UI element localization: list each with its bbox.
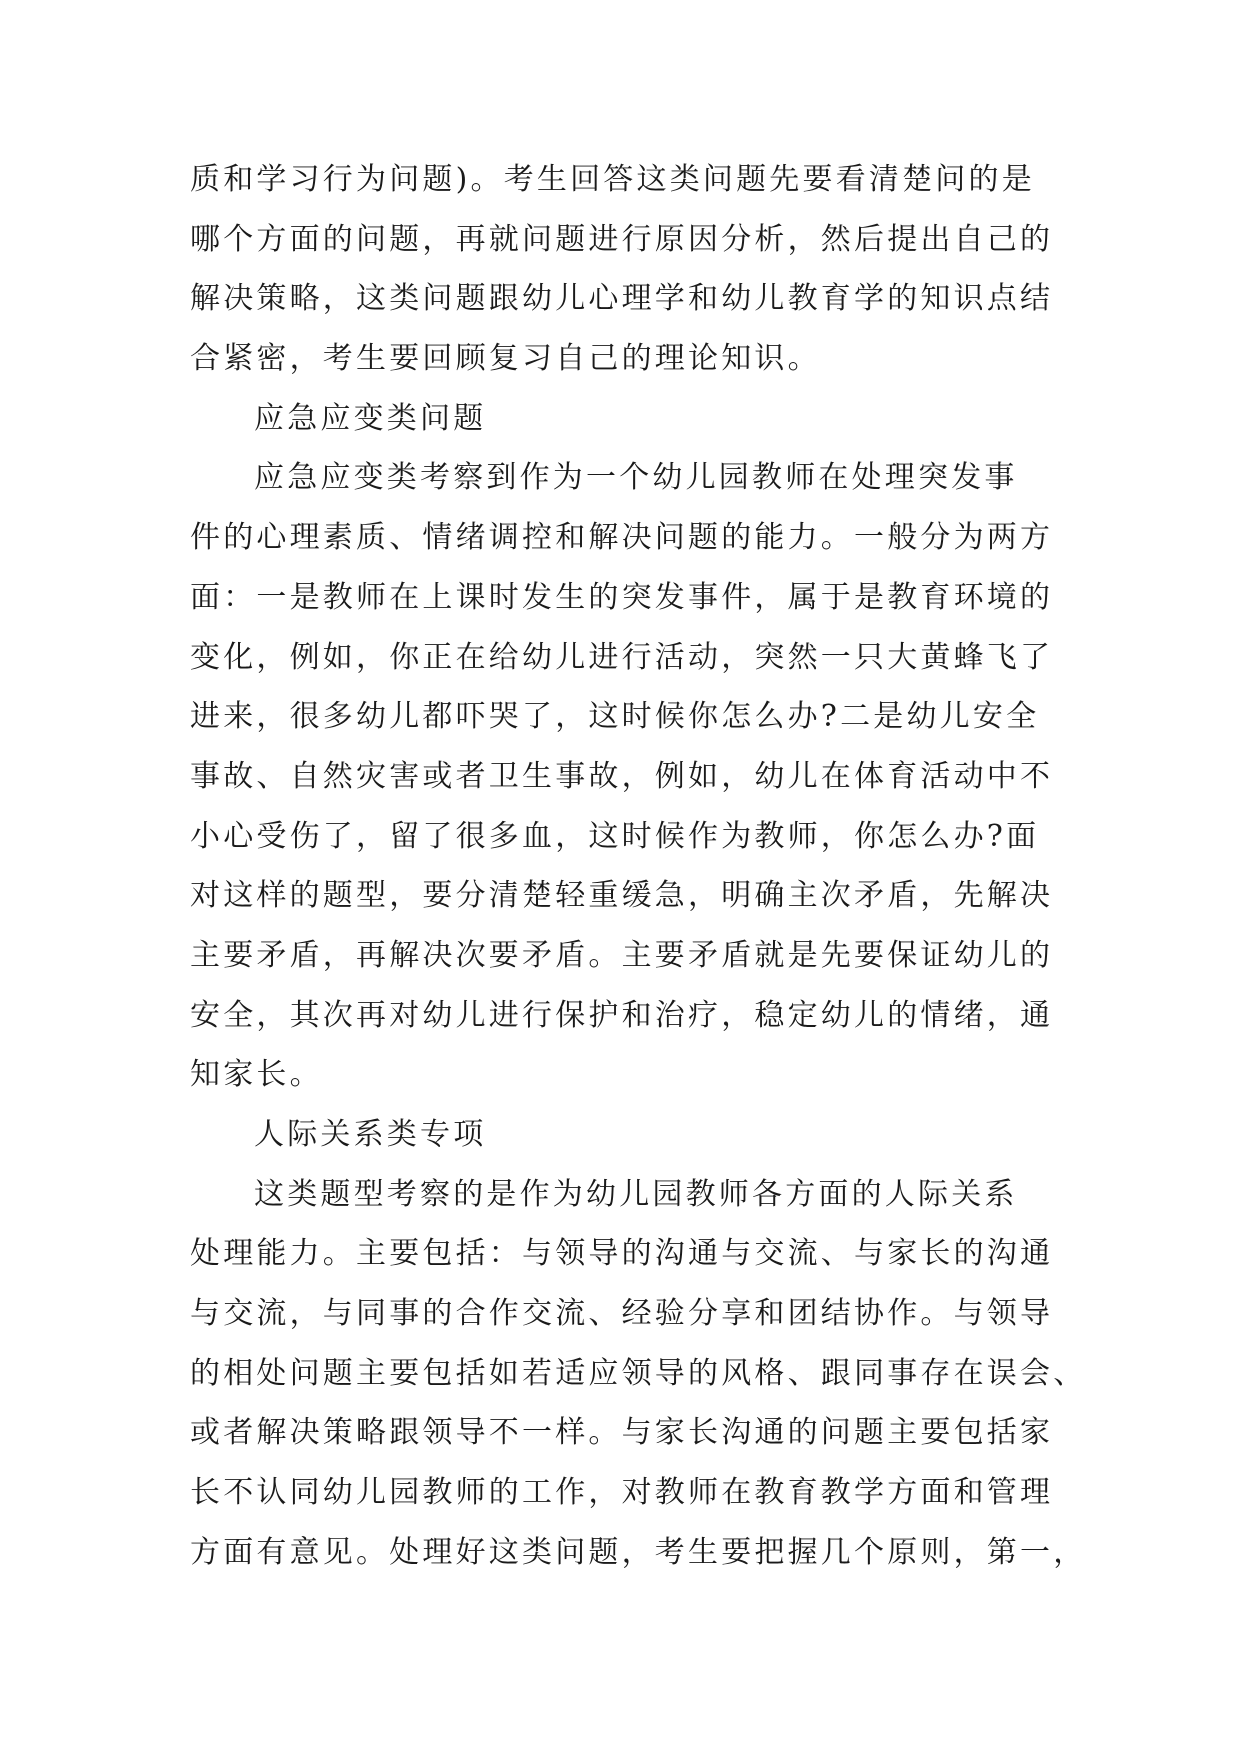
text-line: 主要矛盾，再解决次要矛盾。主要矛盾就是先要保证幼儿的	[190, 937, 1054, 973]
text-line: 方面有意见。处理好这类问题，考生要把握几个原则，第一，	[190, 1534, 1087, 1570]
text-line: 对这样的题型，要分清楚轻重缓急，明确主次矛盾，先解决	[190, 878, 1054, 914]
text-line: 质和学习行为问题)。考生回答这类问题先要看清楚问的是	[190, 162, 1035, 197]
text-line: 处理能力。主要包括：与领导的沟通与交流、与家长的沟通	[190, 1236, 1054, 1272]
text-line: 或者解决策略跟领导不一样。与家长沟通的问题主要包括家	[190, 1415, 1054, 1451]
text-line: 件的心理素质、情绪调控和解决问题的能力。一般分为两方	[190, 520, 1054, 556]
text-line: 进来，很多幼儿都吓哭了，这时候你怎么办?二是幼儿安全	[190, 699, 1040, 735]
text-line: 合紧密，考生要回顾复习自己的理论知识。	[190, 341, 821, 377]
text-line: 的相处问题主要包括如若适应领导的风格、跟同事存在误会、	[190, 1355, 1087, 1391]
text-line: 应急应变类考察到作为一个幼儿园教师在处理突发事	[254, 460, 1018, 496]
text-line: 解决策略，这类问题跟幼儿心理学和幼儿教育学的知识点结	[190, 281, 1054, 317]
document-body	[190, 150, 1087, 1583]
text-line: 小心受伤了，留了很多血，这时候作为教师，你怎么办?面	[190, 818, 1040, 854]
text-line: 安全，其次再对幼儿进行保护和治疗，稳定幼儿的情绪，通	[190, 997, 1054, 1033]
text-line: 知家长。	[190, 1057, 323, 1093]
text-line: 变化，例如，你正在给幼儿进行活动，突然一只大黄蜂飞了	[190, 639, 1054, 675]
text-line: 事故、自然灾害或者卫生事故，例如，幼儿在体育活动中不	[190, 758, 1054, 794]
section-heading: 人际关系类专项	[254, 1117, 487, 1152]
text-line: 面：一是教师在上课时发生的突发事件，属于是教育环境的	[190, 579, 1054, 615]
text-line: 哪个方面的问题，再就问题进行原因分析，然后提出自己的	[190, 221, 1054, 257]
text-line: 长不认同幼儿园教师的工作，对教师在教育教学方面和管理	[190, 1475, 1054, 1511]
section-heading: 应急应变类问题	[254, 400, 487, 436]
text-line: 与交流，与同事的合作交流、经验分享和团结协作。与领导	[190, 1296, 1054, 1332]
text-line: 这类题型考察的是作为幼儿园教师各方面的人际关系	[254, 1176, 1018, 1212]
